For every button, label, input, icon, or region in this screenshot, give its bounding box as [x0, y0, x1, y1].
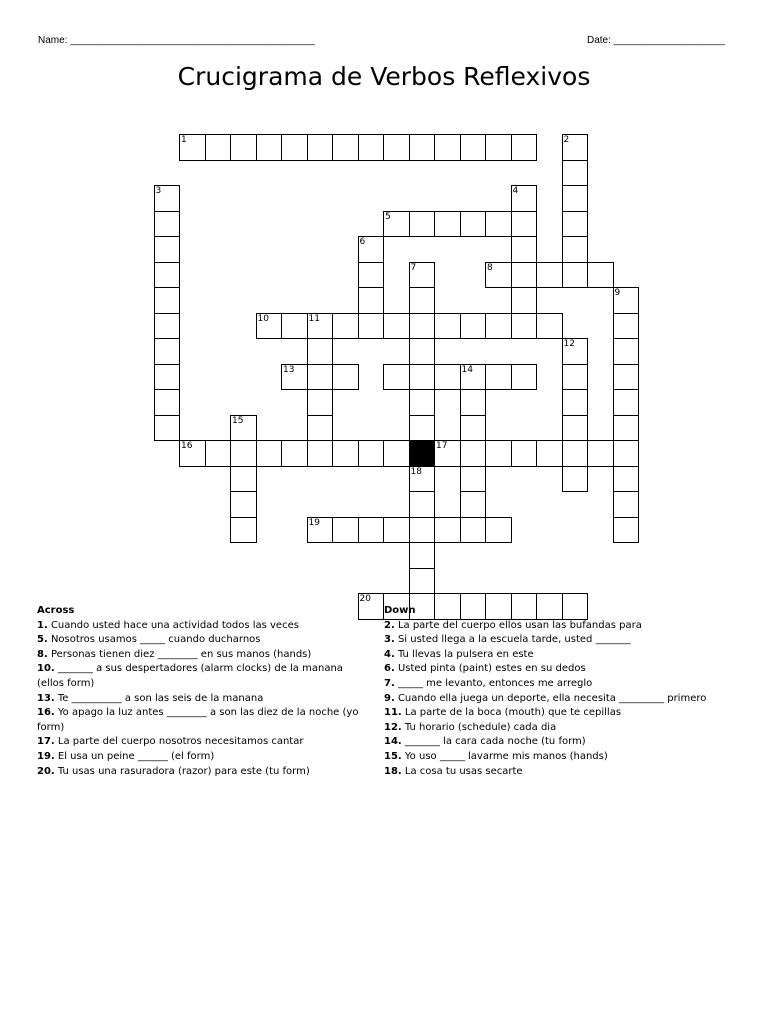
clue-number: 9 [614, 288, 621, 298]
across-clue [37, 706, 372, 735]
grid-cell[interactable] [230, 491, 257, 518]
across-heading: Across [37, 605, 75, 616]
clue-number: 11. [384, 707, 402, 719]
clue-number: 8 [487, 262, 493, 273]
grid-cell[interactable] [485, 211, 512, 238]
grid-cell[interactable] [256, 440, 283, 467]
across-clue [37, 633, 372, 648]
grid-cell[interactable] [511, 440, 538, 467]
clue-text: _______ a sus despertadores (alarm clocks) de la manana (ellos form) [37, 663, 343, 689]
grid-cell[interactable] [511, 287, 538, 314]
grid-cell[interactable] [434, 517, 461, 544]
clue-number: 6 [359, 237, 366, 247]
across-clue [37, 692, 372, 707]
grid-cell[interactable] [511, 262, 538, 289]
clue-number: 13 [283, 364, 295, 375]
grid-cell[interactable] [587, 440, 614, 467]
grid-cell[interactable] [434, 313, 461, 340]
down-heading: Down [384, 605, 416, 616]
grid-cell[interactable] [536, 440, 563, 467]
page-title: Crucigrama de Verbos Reflexivos [177, 62, 591, 91]
clue-number: 19. [37, 750, 55, 762]
grid-cell[interactable] [485, 364, 512, 391]
grid-cell[interactable] [230, 517, 257, 544]
grid-cell[interactable] [383, 517, 410, 544]
clue-number: 14 [461, 364, 473, 375]
grid-cell[interactable] [332, 134, 359, 161]
grid-cell[interactable] [307, 338, 334, 365]
clue-text: Cuando usted hace una actividad todos las veces [47, 619, 299, 631]
grid-cell[interactable] [511, 364, 538, 391]
grid-cell[interactable] [613, 287, 640, 314]
grid-cell[interactable] [460, 313, 487, 340]
grid-cell[interactable] [536, 262, 563, 289]
grid-cell[interactable] [460, 466, 487, 493]
grid-cell[interactable] [154, 364, 181, 391]
clue-number: 18. [384, 765, 402, 777]
clue-text: Si usted llega a la escuela tarde, usted _______ [394, 634, 631, 646]
grid-cell[interactable] [434, 440, 461, 467]
grid-cell[interactable] [358, 134, 385, 161]
across-clue [37, 619, 372, 634]
down-clues [384, 604, 724, 779]
grid-cell[interactable] [154, 262, 181, 289]
grid-cell[interactable] [358, 262, 385, 289]
clue-text: Te __________ a son las seis de la manana [54, 692, 264, 704]
grid-cell[interactable] [511, 313, 538, 340]
clue-number: 10 [257, 313, 269, 324]
grid-cell[interactable] [358, 313, 385, 340]
clue-number: 10. [37, 663, 55, 675]
clue-number: 7 [410, 262, 417, 273]
clue-number: 5. [37, 634, 48, 646]
grid-cell[interactable] [562, 262, 589, 289]
grid-cell[interactable] [256, 313, 283, 340]
clue-number: 5 [385, 211, 391, 222]
clue-text: La parte de la boca (mouth) que te cepillas [401, 707, 622, 719]
grid-cell[interactable] [281, 364, 308, 391]
clue-number: 3. [384, 634, 395, 646]
grid-cell[interactable] [154, 211, 181, 238]
clue-number: 13. [37, 692, 55, 704]
grid-cell[interactable] [613, 389, 640, 416]
grid-cell[interactable] [434, 211, 461, 238]
grid-cell[interactable] [409, 313, 436, 340]
grid-cell[interactable] [536, 313, 563, 340]
grid-cell[interactable] [485, 440, 512, 467]
grid-cell[interactable] [460, 134, 487, 161]
grid-cell[interactable] [383, 211, 410, 238]
clue-number: 14. [384, 736, 402, 748]
clue-text: Tu llevas la pulsera en este [394, 648, 534, 660]
clue-text: Tu horario (schedule) cada dia [401, 721, 557, 733]
down-clue-list [384, 619, 724, 780]
clue-text: La parte del cuerpo nosotros necesitamos cantar [54, 736, 304, 748]
across-clues [37, 604, 372, 779]
down-clue [384, 692, 724, 707]
clue-text: Yo apago la luz antes ________ a son las diez de la noche (yo form) [37, 707, 359, 733]
down-clue [384, 735, 724, 750]
clue-number: 2. [384, 619, 395, 631]
clue-number: 17 [436, 441, 448, 451]
across-clue [37, 750, 372, 765]
grid-cell[interactable] [358, 517, 385, 544]
clue-number: 6. [384, 663, 395, 675]
grid-cell[interactable] [332, 313, 359, 340]
grid-cell[interactable] [460, 517, 487, 544]
grid-cell[interactable] [613, 440, 640, 467]
grid-cell[interactable] [307, 134, 334, 161]
grid-cell[interactable] [562, 134, 589, 161]
grid-cell[interactable] [307, 517, 334, 544]
clue-text: Cuando ella juega un deporte, ella necesita _________ primero [394, 692, 707, 704]
grid-cell[interactable] [179, 134, 206, 161]
grid-cell[interactable] [332, 517, 359, 544]
grid-cell[interactable] [307, 440, 334, 467]
clue-number: 2 [563, 135, 570, 145]
grid-cell[interactable] [460, 389, 487, 416]
grid-cell[interactable] [358, 236, 385, 263]
clue-text: Personas tienen diez ________ en sus manos (hands) [47, 648, 312, 660]
grid-cell[interactable] [307, 313, 334, 340]
clue-number: 16. [37, 707, 55, 719]
clue-number: 4. [384, 648, 395, 660]
grid-cell[interactable] [281, 134, 308, 161]
grid-cell[interactable] [409, 466, 436, 493]
grid-cell[interactable] [613, 517, 640, 544]
grid-cell[interactable] [409, 287, 436, 314]
grid-cell[interactable] [613, 364, 640, 391]
grid-cell[interactable] [307, 389, 334, 416]
grid-cell[interactable] [485, 262, 512, 289]
grid-cell[interactable] [230, 466, 257, 493]
clue-number: 19 [308, 517, 320, 528]
grid-cell[interactable] [562, 389, 589, 416]
grid-cell[interactable] [434, 364, 461, 391]
grid-cell[interactable] [613, 415, 640, 442]
clue-text: Tu usas una rasuradora (razor) para este (tu form) [54, 765, 310, 777]
grid-cell[interactable] [460, 440, 487, 467]
grid-cell[interactable] [409, 389, 436, 416]
grid-cell[interactable] [205, 440, 232, 467]
clue-number: 4 [512, 186, 519, 196]
grid-cell[interactable] [485, 134, 512, 161]
grid-cell[interactable] [613, 338, 640, 365]
clue-number: 9. [384, 692, 395, 704]
grid-cell[interactable] [230, 134, 257, 161]
clue-number: 1 [181, 135, 187, 145]
grid-cell[interactable] [358, 287, 385, 314]
down-clue [384, 706, 724, 721]
grid-cell[interactable] [613, 466, 640, 493]
grid-cell[interactable] [460, 211, 487, 238]
across-clue [37, 662, 372, 691]
grid-cell[interactable] [179, 440, 206, 467]
clue-number: 12 [563, 339, 575, 349]
clue-number: 8. [37, 648, 48, 660]
grid-cell[interactable] [562, 415, 589, 442]
clue-number: 18 [410, 466, 422, 477]
grid-cell[interactable] [383, 313, 410, 340]
down-clue [384, 648, 724, 663]
clue-number: 1. [37, 619, 48, 631]
clue-text: Usted pinta (paint) estes en su dedos [394, 663, 586, 675]
clue-number: 15 [232, 415, 244, 426]
grid-cell[interactable] [383, 440, 410, 467]
grid-cell[interactable] [154, 313, 181, 340]
clue-number: 7. [384, 677, 395, 689]
grid-cell[interactable] [332, 440, 359, 467]
clue-text: La parte del cuerpo ellos usan las bufandas para [394, 619, 642, 631]
grid-cell[interactable] [613, 313, 640, 340]
down-clue [384, 633, 724, 648]
grid-cell[interactable] [154, 415, 181, 442]
grid-cell[interactable] [154, 287, 181, 314]
grid-cell[interactable] [434, 134, 461, 161]
grid-cell[interactable] [409, 338, 436, 365]
grid-cell[interactable] [154, 338, 181, 365]
across-clue [37, 765, 372, 780]
across-clue [37, 648, 372, 663]
grid-cell[interactable] [460, 415, 487, 442]
grid-cell[interactable] [281, 440, 308, 467]
grid-cell[interactable] [409, 211, 436, 238]
grid-cell[interactable] [205, 134, 232, 161]
clue-number: 20. [37, 765, 55, 777]
name-field[interactable]: Name: ____________________________________________ [38, 35, 315, 46]
down-clue [384, 662, 724, 677]
grid-cell[interactable] [154, 185, 181, 212]
clue-text: _____ me levanto, entonces me arreglo [394, 677, 593, 689]
down-clue [384, 721, 724, 736]
grid-cell[interactable] [562, 466, 589, 493]
clue-number: 12. [384, 721, 402, 733]
black-cell [409, 440, 436, 467]
grid-cell[interactable] [409, 134, 436, 161]
grid-cell[interactable] [511, 236, 538, 263]
grid-cell[interactable] [332, 364, 359, 391]
grid-cell[interactable] [587, 262, 614, 289]
grid-cell[interactable] [562, 338, 589, 365]
grid-cell[interactable] [562, 364, 589, 391]
grid-cell[interactable] [230, 415, 257, 442]
grid-cell[interactable] [562, 160, 589, 187]
grid-cell[interactable] [409, 542, 436, 569]
grid-cell[interactable] [383, 134, 410, 161]
grid-cell[interactable] [409, 262, 436, 289]
grid-cell[interactable] [485, 517, 512, 544]
grid-cell[interactable] [256, 134, 283, 161]
clue-number: 17. [37, 736, 55, 748]
down-clue [384, 750, 724, 765]
grid-cell[interactable] [511, 134, 538, 161]
grid-cell[interactable] [562, 185, 589, 212]
grid-cell[interactable] [409, 491, 436, 518]
grid-cell[interactable] [460, 364, 487, 391]
grid-cell[interactable] [154, 236, 181, 263]
clue-text: La cosa tu usas secarte [401, 765, 523, 777]
clue-number: 3 [155, 186, 162, 196]
grid-cell[interactable] [511, 211, 538, 238]
grid-cell[interactable] [562, 236, 589, 263]
grid-cell[interactable] [409, 517, 436, 544]
grid-cell[interactable] [562, 211, 589, 238]
grid-cell[interactable] [409, 568, 436, 595]
clue-number: 20 [359, 594, 371, 604]
clue-number: 11 [308, 313, 320, 324]
grid-cell[interactable] [230, 440, 257, 467]
grid-cell[interactable] [613, 491, 640, 518]
grid-cell[interactable] [511, 185, 538, 212]
clue-text: El usa un peine ______ (el form) [54, 750, 215, 762]
grid-cell[interactable] [562, 440, 589, 467]
across-clue-list [37, 619, 372, 780]
grid-cell[interactable] [281, 313, 308, 340]
across-clue [37, 735, 372, 750]
clue-text: _______ la cara cada noche (tu form) [401, 736, 586, 748]
clue-number: 16 [181, 441, 193, 451]
grid-cell[interactable] [383, 364, 410, 391]
clue-number: 15. [384, 750, 402, 762]
grid-cell[interactable] [358, 440, 385, 467]
grid-cell[interactable] [307, 364, 334, 391]
clue-text: Yo uso _____ lavarme mis manos (hands) [401, 750, 608, 762]
grid-cell[interactable] [485, 313, 512, 340]
grid-cell[interactable] [154, 389, 181, 416]
grid-cell[interactable] [409, 364, 436, 391]
grid-cell[interactable] [409, 415, 436, 442]
clue-text: Nosotros usamos _____ cuando ducharnos [47, 634, 261, 646]
down-clue [384, 619, 724, 634]
down-clue [384, 677, 724, 692]
date-field[interactable]: Date: ____________________ [587, 35, 725, 46]
grid-cell[interactable] [460, 491, 487, 518]
grid-cell[interactable] [307, 415, 334, 442]
down-clue [384, 765, 724, 780]
